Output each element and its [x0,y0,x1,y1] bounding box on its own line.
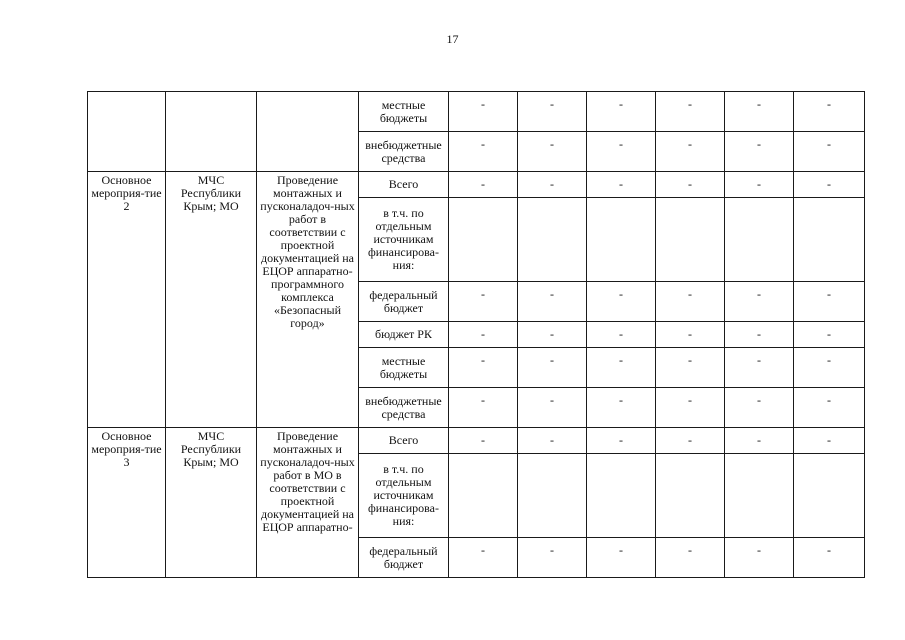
table-row [88,92,865,132]
value-cell [794,198,865,282]
source-label: бюджет РК [359,322,449,348]
description-cell: Проведение монтажных и пусконаладоч-ных работ в МО в соответствии с проектной документацией на ЕЦОР аппаратно- [257,428,359,578]
page-number: 17 [446,32,459,46]
value-cell: - [449,92,518,132]
financing-table [87,91,865,578]
description-cell [257,92,359,172]
value-cell: - [518,92,587,132]
value-cell [794,454,865,538]
value-cell: - [449,172,518,198]
value-cell [449,454,518,538]
value-cell: - [725,322,794,348]
value-cell [587,454,656,538]
value-cell: - [725,92,794,132]
source-label: федеральный бюджет [359,538,449,578]
executor-cell [166,92,257,172]
event-name-cell: Основное мероприя-тие 3 [88,428,166,578]
value-cell: - [656,172,725,198]
value-cell: - [656,322,725,348]
value-cell [725,198,794,282]
value-cell: - [449,322,518,348]
value-cell: - [587,172,656,198]
value-cell [518,198,587,282]
value-cell: - [794,172,865,198]
value-cell: - [725,538,794,578]
value-cell: - [449,538,518,578]
value-cell: - [794,92,865,132]
executor-cell: МЧС Республики Крым; МО [166,172,257,428]
source-label: местные бюджеты [359,348,449,388]
value-cell: - [518,132,587,172]
value-cell: - [656,132,725,172]
value-cell: - [794,348,865,388]
value-cell: - [518,538,587,578]
value-cell [518,454,587,538]
value-cell: - [794,428,865,454]
value-cell: - [656,428,725,454]
value-cell: - [725,172,794,198]
value-cell: - [725,282,794,322]
value-cell: - [587,322,656,348]
value-cell: - [518,348,587,388]
value-cell: - [587,348,656,388]
value-cell: - [587,92,656,132]
value-cell [587,198,656,282]
value-cell [656,454,725,538]
value-cell: - [587,132,656,172]
value-cell: - [587,282,656,322]
value-cell: - [725,132,794,172]
value-cell: - [794,132,865,172]
value-cell: - [449,388,518,428]
value-cell: - [449,428,518,454]
value-cell: - [725,348,794,388]
value-cell: - [725,388,794,428]
value-cell: - [794,538,865,578]
value-cell: - [794,322,865,348]
table-row [88,172,865,198]
value-cell: - [449,282,518,322]
source-label: федеральный бюджет [359,282,449,322]
event-name-cell: Основное мероприя-тие 2 [88,172,166,428]
value-cell: - [656,92,725,132]
description-cell: Проведение монтажных и пусконаладоч-ных работ в соответствии с проектной документацией на ЕЦОР аппаратно-программного комплекса «Безопасный город» [257,172,359,428]
event-name-cell [88,92,166,172]
value-cell: - [656,538,725,578]
source-label: местные бюджеты [359,92,449,132]
source-label: в т.ч. по отдельным источникам финансирова-ния: [359,454,449,538]
source-label: внебюджетные средства [359,388,449,428]
value-cell: - [725,428,794,454]
value-cell: - [656,348,725,388]
source-label: Всего [359,428,449,454]
value-cell [725,454,794,538]
value-cell [656,198,725,282]
value-cell: - [449,348,518,388]
value-cell: - [656,388,725,428]
table-body [88,92,865,578]
value-cell: - [656,282,725,322]
value-cell: - [518,172,587,198]
value-cell: - [518,282,587,322]
value-cell: - [449,132,518,172]
value-cell: - [587,428,656,454]
value-cell: - [518,322,587,348]
value-cell: - [587,388,656,428]
source-label: Всего [359,172,449,198]
source-label: внебюджетные средства [359,132,449,172]
table-row [88,428,865,454]
value-cell: - [518,388,587,428]
value-cell: - [587,538,656,578]
value-cell: - [794,388,865,428]
source-label: в т.ч. по отдельным источникам финансирова-ния: [359,198,449,282]
value-cell: - [518,428,587,454]
value-cell [449,198,518,282]
executor-cell: МЧС Республики Крым; МО [166,428,257,578]
value-cell: - [794,282,865,322]
